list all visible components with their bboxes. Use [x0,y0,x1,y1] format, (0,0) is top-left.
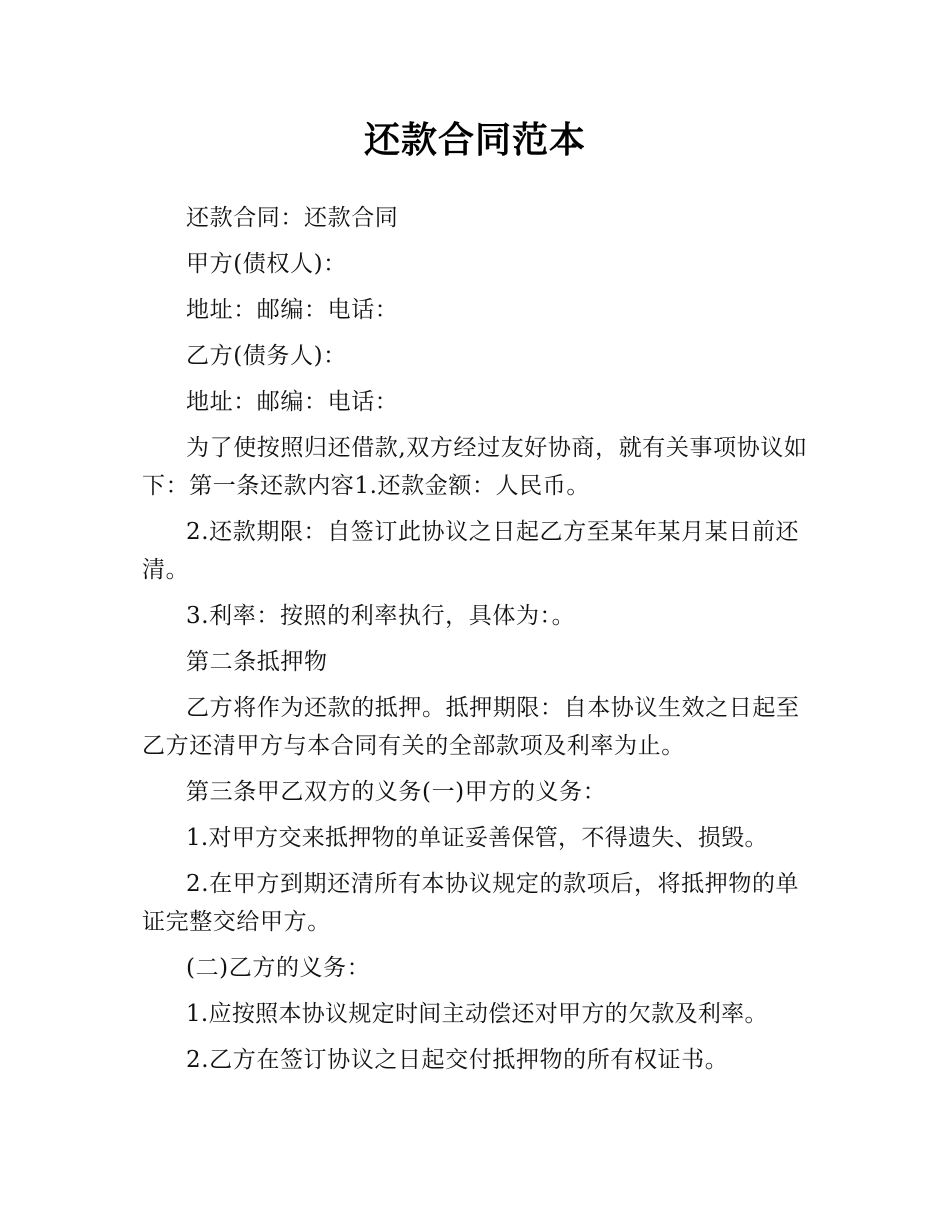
paragraph-party-a-address: 地址：邮编：电话： [186,297,399,323]
paragraph-party-b-duty-1: 1.应按照本协议规定时间主动偿还对甲方的欠款及利率。 [186,1001,768,1027]
paragraph-article-2-heading: 第二条抵押物 [186,649,328,675]
document-body [142,199,810,1087]
paragraph-party-a-duty-2: 2.在甲方到期还清所有本协议规定的款项后，将抵押物的单证完整交给甲方。 [142,871,800,935]
document-title: 还款合同范本 [363,120,586,161]
paragraph-party-b: 乙方(债务人)： [186,343,347,369]
paragraph-preamble: 为了使按照归还借款,双方经过友好协商，就有关事项协议如下：第一条还款内容1.还款金额：人民币。 [142,435,808,499]
paragraph-party-a-duty-1: 1.对甲方交来抵押物的单证妥善保管，不得遗失、损毁。 [186,825,768,851]
paragraph-collateral: 乙方将作为还款的抵押。抵押期限：自本协议生效之日起至乙方还清甲方与本合同有关的全部款项及利率为止。 [142,695,800,759]
paragraph-repayment-term: 2.还款期限：自签订此协议之日起乙方至某年某月某日前还清。 [142,519,800,583]
paragraph-article-3-heading: 第三条甲乙双方的义务(一)甲方的义务： [186,779,607,805]
paragraph-party-b-duty-2: 2.乙方在签订协议之日起交付抵押物的所有权证书。 [186,1047,729,1073]
paragraph-party-b-duties-heading: (二)乙方的义务： [186,955,371,981]
paragraph-party-a: 甲方(债权人)： [186,251,347,277]
paragraph-contract-name: 还款合同：还款合同 [186,205,399,231]
paragraph-interest-rate: 3.利率：按照的利率执行，具体为：。 [186,603,576,629]
paragraph-party-b-address: 地址：邮编：电话： [186,389,399,415]
